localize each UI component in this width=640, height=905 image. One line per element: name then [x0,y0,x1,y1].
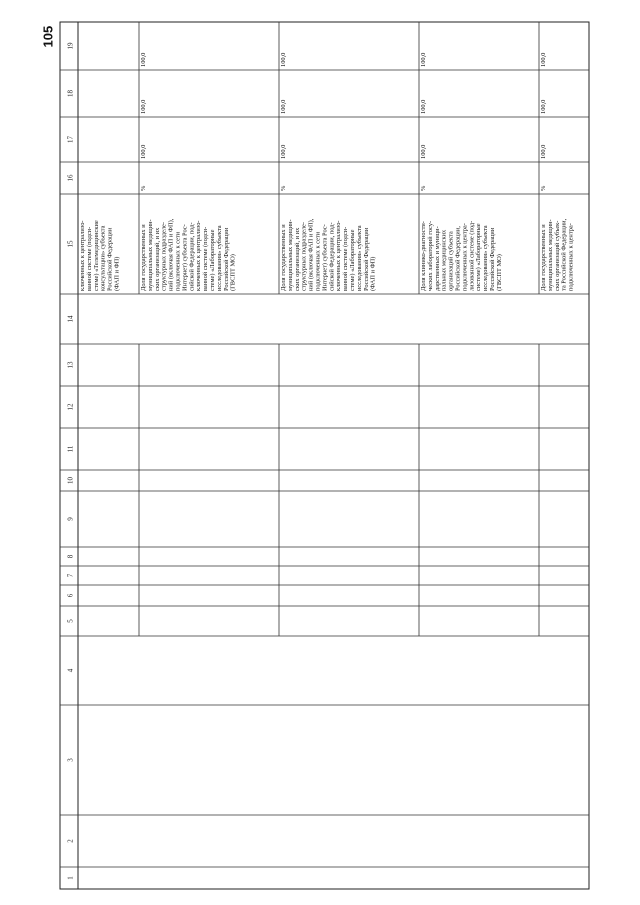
indicator-text-line: исследования» субъекта [215,225,223,291]
indicator-text-line: муниципальных медицин- [546,219,554,291]
indicator-text-line: (ФАП и ФП) [113,256,121,291]
indicator-text-line: структурных подразделе- [300,221,308,291]
indicator-text-line: лизованной системе (под- [468,220,476,291]
indicator-text-line: (ГВСПТ МО) [495,254,503,291]
value-cell-18: 100,0 [140,99,147,114]
column-number: 19 [66,42,75,50]
indicator-text-line: ванной системе (подси- [85,226,93,291]
value-cell-17: 100,0 [280,144,287,159]
indicator-text-line: пальных медицинских [440,229,448,291]
indicator-text-line: ческих лабораторий госу- [426,220,434,291]
column-number: 12 [66,403,75,411]
indicator-text-line: подключенных к центра- [461,223,469,291]
unit-cell: % [420,185,427,191]
unit-cell: % [540,185,547,191]
page-number: 105 [40,25,56,48]
column-number: 6 [66,593,75,598]
column-number: 18 [66,90,75,97]
indicator-text-line: ключенных к централизо- [79,220,86,291]
column-number: 9 [66,517,75,521]
column-number: 14 [66,315,75,323]
indicator-text-line: ванной системе (подси- [342,226,350,291]
column-number: 13 [66,361,75,369]
column-number: 8 [66,554,75,559]
column-number: 15 [66,240,75,248]
indicator-text-line: сийской Федерации, под- [188,222,196,291]
indicator-text-line: подключенных к сети [314,231,322,291]
indicator-text-line: системе) «Лабораторные [475,223,483,291]
indicator-text-line: подключенных к центра- [567,223,575,291]
value-cell-17: 100,0 [140,144,147,159]
indicator-text-line: ских организаций, и их [293,227,301,291]
column-number: 16 [66,174,75,182]
column-number: 3 [66,758,75,762]
indicator-text-line: стеме) «Лабораторные [209,229,216,291]
value-cell-19: 100,0 [420,52,427,67]
indicator-text-line: структурных подразделе- [160,221,168,291]
indicator-text-line: подключенных к сети [174,231,182,291]
value-cell-19: 100,0 [140,52,147,67]
indicator-text-line: Доля клинико-диагности- [420,221,427,291]
column-number: 2 [66,839,75,843]
indicator-text-line: та Российской Федерации, [560,218,568,291]
unit-cell: % [140,185,147,191]
indicator-text-line: Доля государственных и [280,224,287,291]
column-number: 7 [66,573,75,578]
value-cell-17: 100,0 [420,144,427,159]
indicator-text-line: сийской Федерации, под- [328,222,336,291]
indicator-text-line: муниципальных медицин- [286,219,294,291]
column-number: 5 [66,619,75,623]
indicator-text-line: Российской Федерации [489,227,496,291]
indicator-text-line: (ГВСПТ МО) [229,254,237,291]
column-number: 17 [66,136,75,143]
indicator-text-line: Российской Федерации, [454,226,462,291]
indicator-text-line: исследования» субъекта [355,225,363,291]
indicator-text-line: стеме) «Телемедицинские [92,220,100,291]
indicator-text-line: исследования» субъекта [482,225,490,291]
value-cell-18: 100,0 [420,99,427,114]
column-number: 1 [66,876,75,880]
indicator-text-line: Российской Федерации [222,227,230,291]
indicator-text-line: ний (включая ФАП и ФП), [167,218,175,291]
value-cell-18: 100,0 [280,99,287,114]
column-number: 10 [66,477,75,484]
indicator-text-line: стеме) «Лабораторные [349,229,356,291]
indicator-text-line: ключенных к централизо- [335,220,343,291]
indicator-text-line: ванной системе (подси- [202,226,210,291]
indicator-text-line: консультации» субъекта [99,225,107,291]
indicator-text-line: организаций субъекта [447,231,455,291]
indicator-text-line: дарственных и муници- [433,226,441,291]
indicator-text-line: ских организаций, и их [153,227,161,291]
indicator-text-line: Интернет) субъекта Рос- [321,224,329,291]
value-cell-19: 100,0 [280,52,287,67]
column-number: 11 [66,445,75,453]
value-cell-18: 100,0 [540,99,547,114]
indicator-text-line: Доля государственных и [540,224,547,291]
column-number: 4 [66,668,75,673]
indicator-text-line: Доля государственных и [140,224,147,291]
indicator-text-line: ключенных к централизо- [195,220,203,291]
indicator-text-line: Российской Федерации [362,227,370,291]
indicator-text-line: ний (включая ФАП и ФП), [307,218,315,291]
indicator-text-line: муниципальных медицин- [146,219,154,291]
indicator-text-line: ских организаций субъек- [553,220,561,291]
indicator-text-line: Интернет) субъекта Рос- [181,224,189,291]
value-cell-19: 100,0 [540,52,547,67]
value-cell-17: 100,0 [540,144,547,159]
indicator-text-line: Российской Федерации [106,227,114,291]
indicator-text-line: (ФАП и ФП) [369,256,377,291]
unit-cell: % [280,185,287,191]
